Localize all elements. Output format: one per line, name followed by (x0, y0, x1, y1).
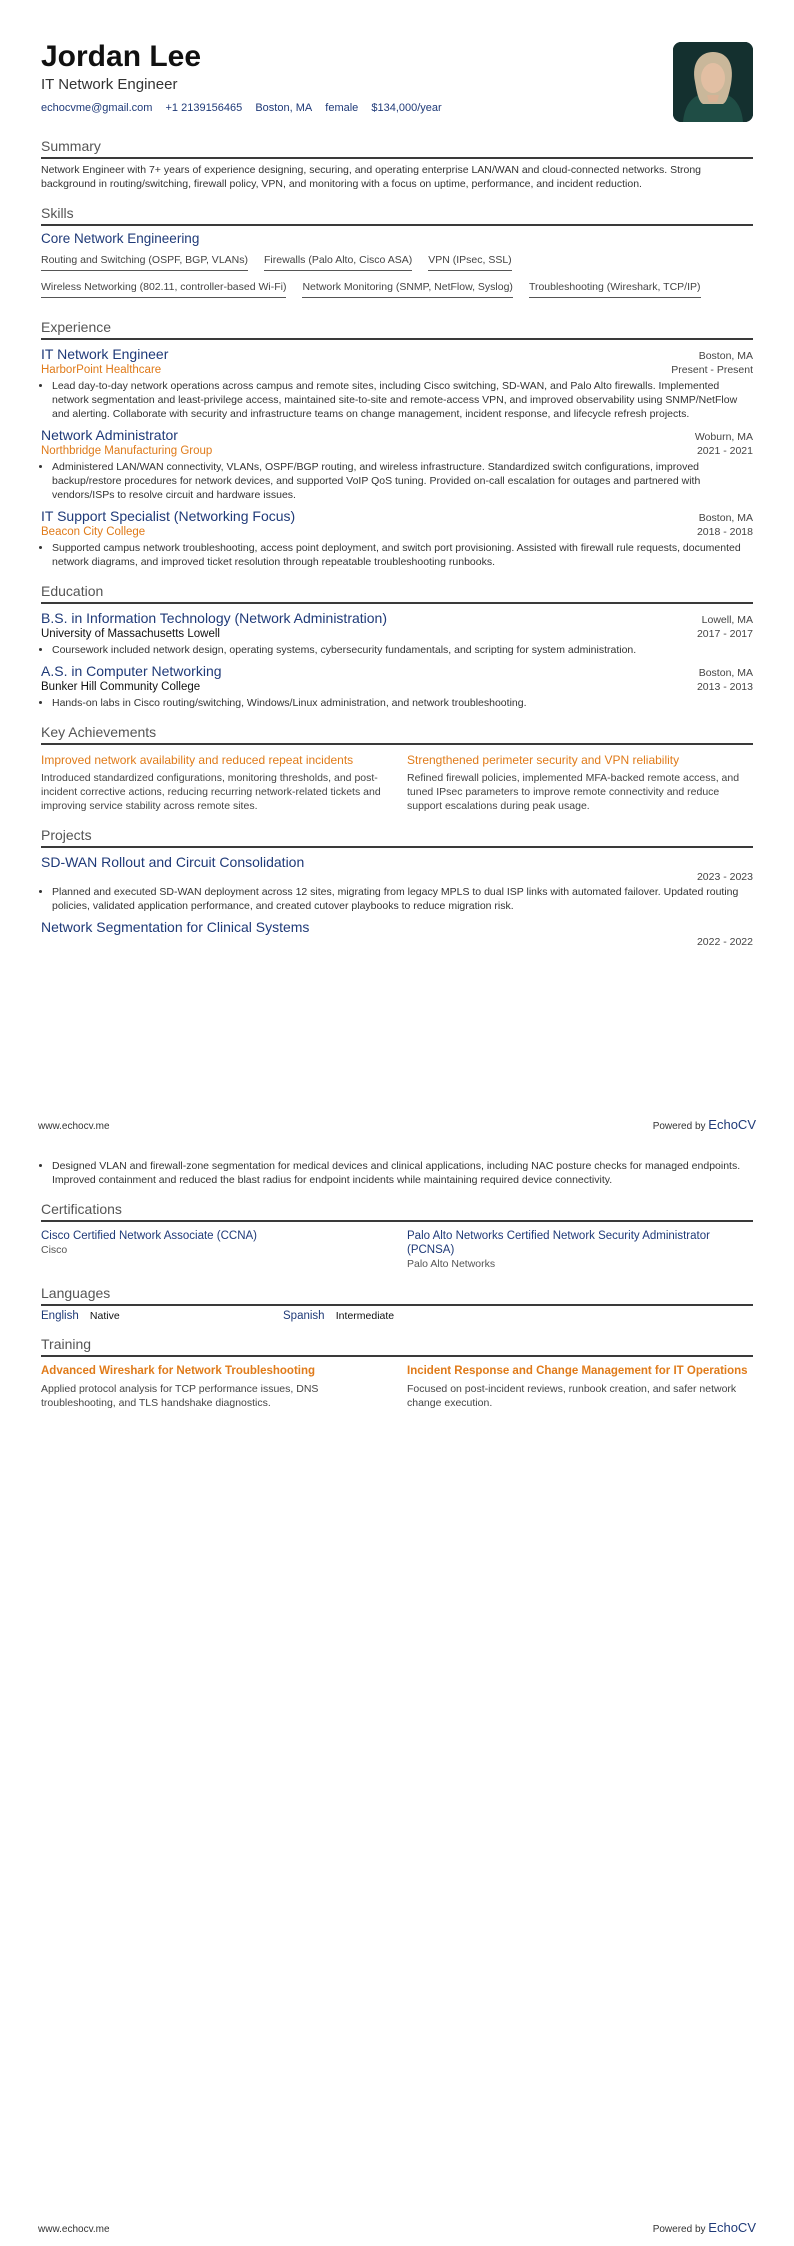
training-text: Focused on post-incident reviews, runbook creation, and safer network change execution. (407, 1383, 737, 1409)
achievement-item (41, 749, 387, 813)
language-item (283, 1310, 525, 1322)
contact-phone[interactable]: +1 2139156465 (165, 102, 243, 114)
summary-text: Network Engineer with 7+ years of experience designing, securing, and operating enterprise LAN/WAN and cloud-connected networks. Strong background in routing/switching, firewall policy, VPN, and monitoring with a focus on uptime, performance, and incident reduction. (41, 164, 702, 190)
achievement-item (407, 749, 753, 813)
achievement-text: Refined firewall policies, implemented MFA-backed remote access, and tuned IPsec parameters to improve remote connectivity and reduce support escalations during peak usage. (407, 772, 740, 812)
job-dates: 2021 - 2021 (696, 445, 753, 457)
project-dates: 2022 - 2022 (696, 936, 753, 948)
candidate-name: Jordan Lee (41, 40, 202, 73)
languages-section (41, 1285, 753, 1322)
job-bullet: • Lead day-to-day network operations across campus and remote sites, including Cisco switching, SD-WAN, and Palo Alto firewalls. Implemented network segmentation and least-privilege access, maintained site-to-site and remote-access VPN, and improved observability using SNMP/NetFlow and alerting. Collaborate with security and infrastructure teams on change management, incident response, and lifecycle refresh projects. (52, 379, 753, 421)
certification-item (407, 1226, 753, 1271)
training-section (41, 1336, 753, 1410)
summary-heading: Summary (41, 138, 753, 159)
project-entry (41, 854, 753, 913)
achievement-text: Introduced standardized configurations, monitoring thresholds, and post-incident corrective actions, reducing recurring network-related tickets and improving service stability across remote sites. (41, 772, 381, 812)
skills-heading: Skills (41, 205, 753, 226)
job-bullet: • Supported campus network troubleshooting, access point deployment, and switch port provisioning. Assisted with firewall rule requests, documented network diagrams, and improved ticket resolution through repeatable troubleshooting runbooks. (52, 541, 753, 569)
education-heading: Education (41, 583, 753, 604)
summary-section (41, 138, 753, 191)
project-entry (41, 919, 753, 948)
projects-heading: Projects (41, 827, 753, 848)
skill-item: VPN (IPsec, SSL) (428, 251, 511, 271)
contact-salary: $134,000/year (371, 102, 442, 114)
contact-location: Boston, MA (255, 102, 313, 114)
brand-logo[interactable]: EchoCV (708, 2220, 756, 2235)
job-title: Network Administrator (41, 427, 178, 443)
job-dates: Present - Present (671, 364, 753, 376)
language-level: Intermediate (335, 1310, 395, 1322)
contact-gender: female (325, 102, 359, 114)
job-title: IT Network Engineer (41, 346, 169, 362)
certification-item (41, 1226, 387, 1271)
job-dates: 2018 - 2018 (696, 526, 753, 538)
language-name: Spanish (283, 1310, 325, 1322)
achievements-heading: Key Achievements (41, 724, 753, 745)
experience-heading: Experience (41, 319, 753, 340)
powered-by-label: Powered by (652, 1121, 706, 1132)
languages-heading: Languages (41, 1285, 753, 1306)
language-name: English (41, 1310, 79, 1322)
achievements-section (41, 724, 753, 813)
skill-item: Firewalls (Palo Alto, Cisco ASA) (264, 251, 412, 271)
project-bullet: • Planned and executed SD-WAN deployment across 12 sites, migrating from legacy MPLS to dual ISP links with automated failover. Updated routing policies, validated application performance, and created cutover playbooks to reduce migration risk. (52, 885, 753, 913)
training-item (407, 1361, 753, 1410)
company-name: Beacon City College (41, 526, 146, 538)
profile-photo (673, 42, 753, 122)
certification-name: Cisco Certified Network Associate (CCNA) (41, 1230, 258, 1242)
project-dates: 2023 - 2023 (696, 871, 753, 883)
job-location: Boston, MA (698, 350, 753, 362)
training-text: Applied protocol analysis for TCP performance issues, DNS troubleshooting, and TLS handshake diagnostics. (41, 1383, 319, 1409)
degree-title: A.S. in Computer Networking (41, 663, 222, 679)
page-footer (38, 2220, 756, 2235)
training-title: Incident Response and Change Management for IT Operations (407, 1365, 748, 1377)
project-title: SD-WAN Rollout and Circuit Consolidation (41, 854, 305, 870)
powered-by-label: Powered by (652, 2224, 706, 2235)
skill-item: Network Monitoring (SNMP, NetFlow, Syslog) (302, 278, 512, 298)
education-dates: 2017 - 2017 (696, 628, 753, 640)
skill-item: Routing and Switching (OSPF, BGP, VLANs) (41, 251, 248, 271)
language-item (41, 1310, 283, 1322)
school-name: Bunker Hill Community College (41, 681, 201, 693)
company-name: HarborPoint Healthcare (41, 364, 162, 376)
footer-site-link[interactable]: www.echocv.me (38, 2224, 110, 2235)
experience-entry (41, 427, 753, 502)
degree-title: B.S. in Information Technology (Network Administration) (41, 610, 388, 626)
company-name: Northbridge Manufacturing Group (41, 445, 213, 457)
education-entry (41, 663, 753, 710)
resume-page-2 (41, 1155, 753, 1410)
skill-group-title: Core Network Engineering (41, 231, 200, 246)
project-title: Network Segmentation for Clinical Systems (41, 919, 310, 935)
language-level: Native (89, 1310, 120, 1322)
achievement-title: Improved network availability and reduced repeat incidents (41, 753, 354, 767)
footer-site-link[interactable]: www.echocv.me (38, 1121, 110, 1132)
skills-section (41, 205, 753, 305)
job-bullet: • Administered LAN/WAN connectivity, VLANs, OSPF/BGP routing, and wireless infrastructure. Standardized switch configurations, improved backup/restore procedures for network devices, and supported VoIP QoS tuning. Provided on-call escalation for outages and partnered with vendors/ISPs to resolve circuit and hardware issues. (52, 460, 753, 502)
job-location: Boston, MA (698, 512, 753, 524)
education-entry (41, 610, 753, 657)
certifications-heading: Certifications (41, 1201, 753, 1222)
training-item (41, 1361, 387, 1410)
skill-list (41, 251, 753, 305)
skill-item: Troubleshooting (Wireshark, TCP/IP) (529, 278, 701, 298)
school-name: University of Massachusetts Lowell (41, 628, 220, 640)
candidate-title: IT Network Engineer (41, 76, 178, 93)
school-location: Boston, MA (698, 667, 753, 679)
training-title: Advanced Wireshark for Network Troubleshooting (41, 1365, 316, 1377)
brand-logo[interactable]: EchoCV (708, 1117, 756, 1132)
certification-name: Palo Alto Networks Certified Network Security Administrator (PCNSA) (407, 1230, 710, 1256)
footer-powered (653, 1117, 756, 1132)
project-bullet: • Designed VLAN and firewall-zone segmentation for medical devices and clinical applications, including NAC posture checks for managed endpoints. Improved containment and reduced the blast radius for endpoint incidents while maintaining required device connectivity. (52, 1159, 753, 1187)
job-title: IT Support Specialist (Networking Focus) (41, 508, 296, 524)
school-location: Lowell, MA (701, 614, 753, 626)
education-bullet: • Coursework included network design, operating systems, cybersecurity fundamentals, and scripting for system administration. (52, 643, 753, 657)
job-location: Woburn, MA (694, 431, 753, 443)
certifications-section (41, 1201, 753, 1271)
certification-issuer: Cisco (41, 1244, 68, 1256)
experience-section (41, 319, 753, 569)
resume-page-1 (41, 38, 753, 948)
projects-section (41, 827, 753, 948)
contact-line (41, 101, 753, 115)
experience-entry (41, 508, 753, 569)
education-section (41, 583, 753, 710)
education-bullet: • Hands-on labs in Cisco routing/switching, Windows/Linux administration, and network troubleshooting. (52, 696, 753, 710)
skill-item: Wireless Networking (802.11, controller-based Wi-Fi) (41, 278, 286, 298)
education-dates: 2013 - 2013 (696, 681, 753, 693)
footer-powered (653, 2220, 756, 2235)
resume-header (41, 40, 753, 124)
contact-email[interactable]: echocvme@gmail.com (41, 102, 153, 114)
profile-photo-icon (673, 42, 753, 122)
experience-entry (41, 346, 753, 421)
achievement-title: Strengthened perimeter security and VPN reliability (407, 753, 680, 767)
training-heading: Training (41, 1336, 753, 1357)
page-footer (38, 1117, 756, 1132)
certification-issuer: Palo Alto Networks (407, 1258, 496, 1270)
